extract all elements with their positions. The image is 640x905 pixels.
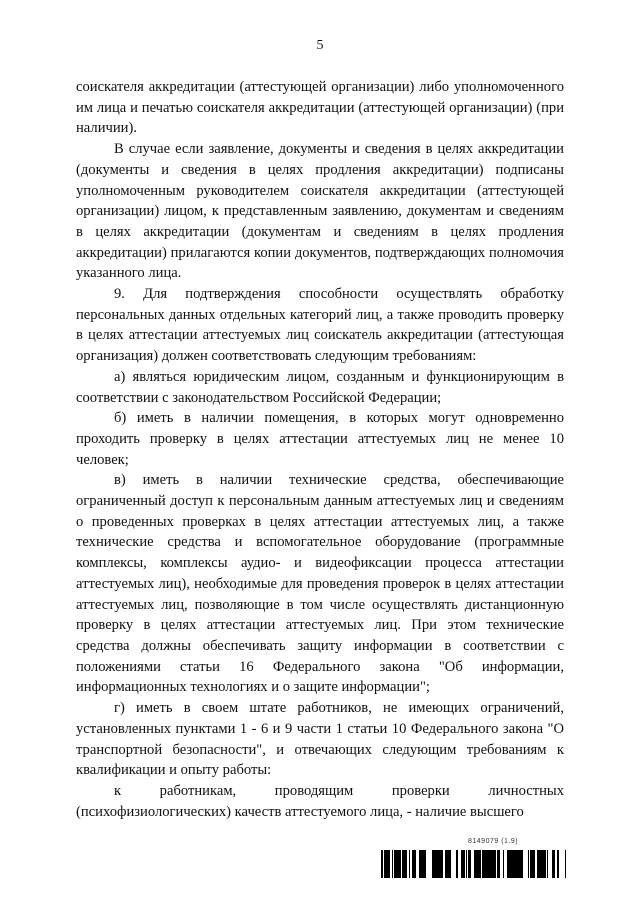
body-text <box>76 77 564 822</box>
barcode-code: 8149079 (1.9) <box>468 838 519 845</box>
paragraph: к работникам, проводящим проверки личностных (психофизиологических) качеств аттестуемого лица, - наличие высшего <box>76 782 564 820</box>
paragraph: соискателя аккредитации (аттестующей организации) либо уполномоченного им лица и печатью соискателя аккредитации (аттестующей организации) (при наличии). <box>76 79 564 137</box>
paragraph: В случае если заявление, документы и сведения в целях аккредитации (документы и сведения в целях продления аккредитации) подписаны уполномоченным руководителем соискателя аккредитации (аттестующей организации) лицом, к представленным заявлению, документам и сведениям в целях аккредитации (документам и сведениям в целях продления аккредитации) прилагаются копии документов, подтверждающих полномочия указанного лица. <box>76 141 564 282</box>
paragraph: а) являться юридическим лицом, созданным и функционирующим в соответствии с законодательством Российской Федерации; <box>76 368 564 406</box>
barcode-icon <box>380 850 566 878</box>
paragraph: 9. Для подтверждения способности осуществлять обработку персональных данных отдельных категорий лиц, а также проводить проверку в целях аттестации аттестуемых лиц соискатель аккредитации (аттестующая организация) должен соответствовать следующим требованиям: <box>76 286 564 365</box>
page-number: 5 <box>316 38 324 53</box>
paragraph: в) иметь в наличии технические средства, обеспечивающие ограниченный доступ к персональным данным аттестуемых лиц и сведениям о проведенных проверках в целях аттестации аттестуемых лиц, а также технические средства и вспомогательное оборудование (программные комплексы, комплексы аудио- и видеофиксации процесса аттестации аттестуемых лиц), необходимые для проведения проверок в целях аттестации аттестуемых лиц, позволяющие в том числе осуществлять дистанционную проверку в целях аттестации аттестуемых лиц. При этом технические средства должны обеспечивать защиту информации в соответствии с положениями статьи 16 Федерального закона "Об информации, информационных технологиях и о защите информации"; <box>76 472 564 696</box>
paragraph: б) иметь в наличии помещения, в которых могут одновременно проходить проверку в целях аттестации аттестуемых лиц не менее 10 человек; <box>76 410 564 468</box>
barcode-block <box>380 838 566 878</box>
paragraph: г) иметь в своем штате работников, не имеющих ограничений, установленных пунктами 1 - 6 и 9 части 1 статьи 10 Федерального закона "О транспортной безопасности", и отвечающих следующим требованиям к квалификации и опыту работы: <box>76 700 564 779</box>
